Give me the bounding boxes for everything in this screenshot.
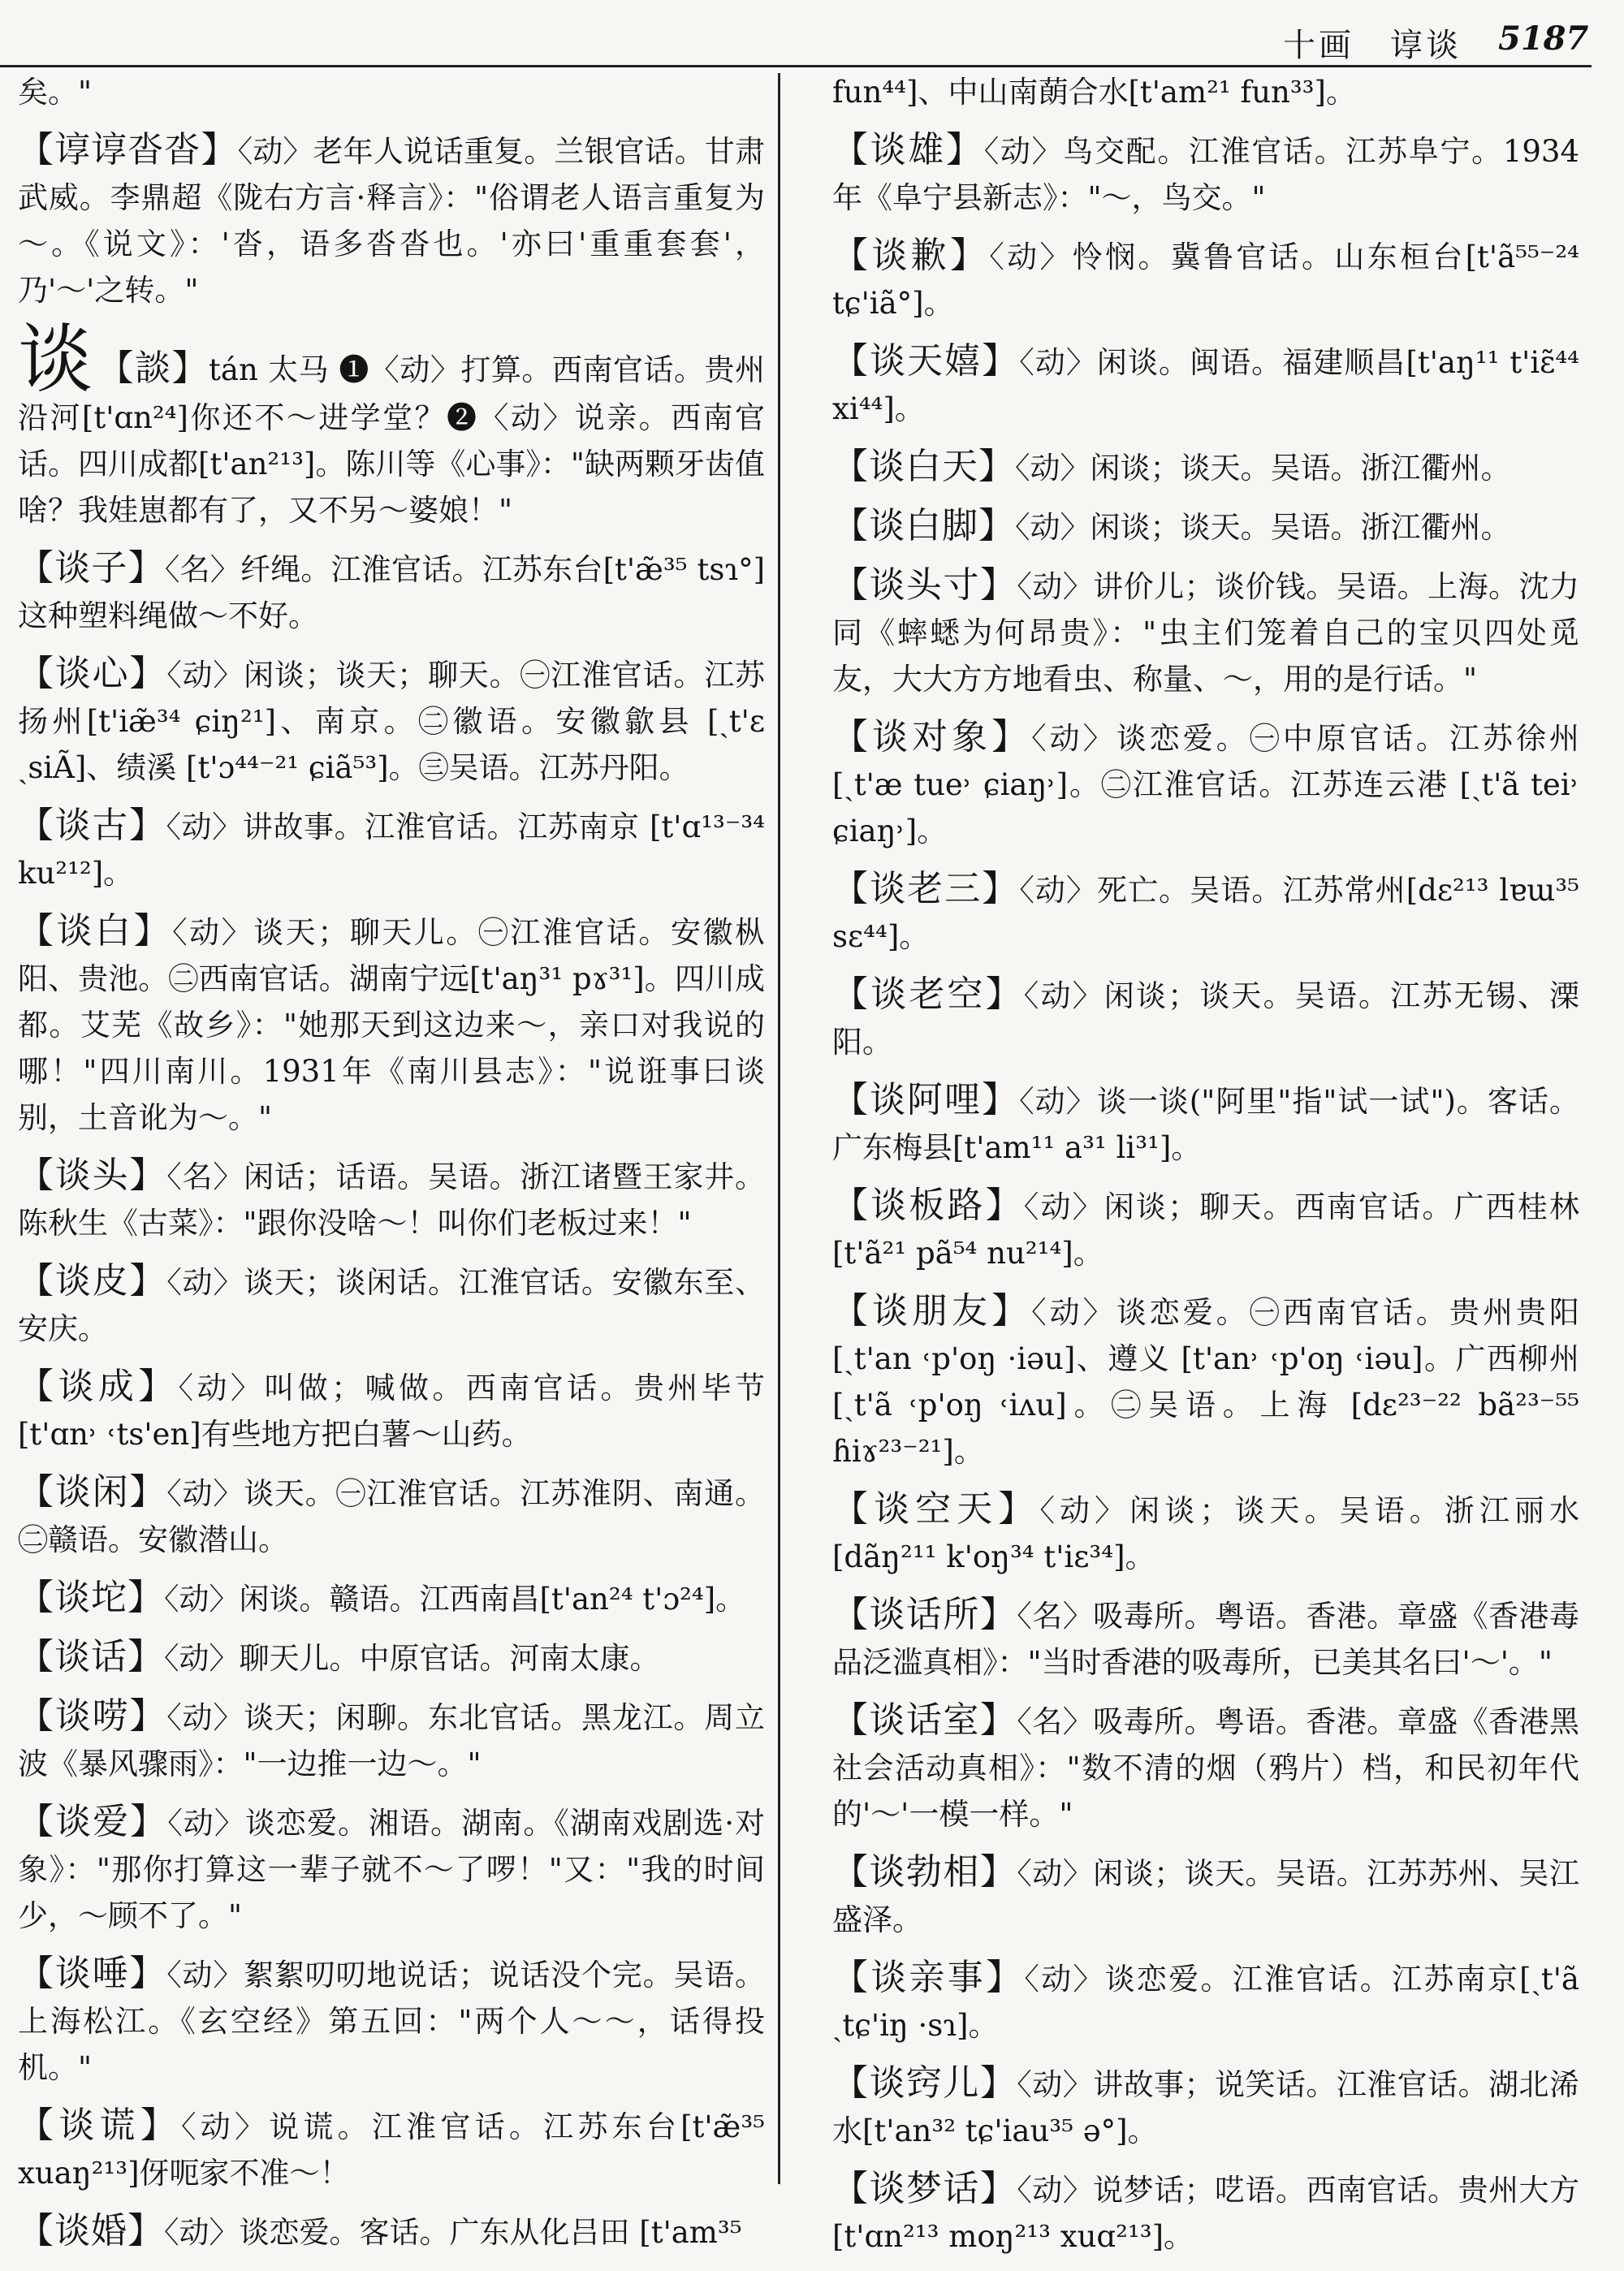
entry-headword: 【谈朋友】: [832, 1290, 1032, 1332]
dictionary-entry: [832, 1486, 1579, 1580]
entry-headword: 【谈话所】: [832, 1594, 1017, 1635]
dictionary-entry: [832, 2165, 1579, 2260]
dictionary-entry: [832, 338, 1579, 432]
entry-headword: 【谈空天】: [832, 1488, 1040, 1530]
dictionary-entry: [18, 1693, 765, 1787]
entry-definition: 〈动〉闲谈；谈天。吴语。浙江衢州。: [1015, 510, 1511, 545]
entry-definition: 〈动〉闲谈。闽语。福建顺昌[t'aŋ¹¹ t'iɛ̃⁴⁴ xi⁴⁴]。: [832, 345, 1579, 426]
dictionary-entry: [18, 2102, 765, 2196]
dictionary-entry: [18, 802, 765, 896]
entry-definition: 〈动〉闲谈；谈天。吴语。浙江衢州。: [1015, 451, 1511, 486]
dictionary-entry: [18, 1798, 765, 1939]
entry-headword: 【谈心】: [18, 653, 167, 694]
entry-headword: 【谈子】: [18, 547, 165, 589]
entry-definition: 〈动〉说梦话；呓语。西南官话。贵州大方[t'ɑn²¹³ moŋ²¹³ xuɑ²¹³]。: [832, 2173, 1580, 2254]
page-header: [0, 0, 1624, 65]
entry-definition: tán 太马 ❶〈动〉打算。西南官话。贵州沿河[t'ɑn²⁴]你还不～进学堂？❷〈动〉说亲。西南官话。四川成都[t'an²¹³]。陈川等《心事》："缺两颗牙齿值啥？我娃崽都有了，又不另～婆娘！": [18, 352, 765, 528]
entry-headword: 【谈成】: [18, 1366, 179, 1407]
entry-definition: 〈动〉老年人说话重复。兰银官话。甘肃武威。李鼎超《陇右方言·释言》："俗谓老人语言重复为～。《说文》：'沓，语多沓沓也。'亦曰'重重套套'，乃'～'之转。": [18, 134, 766, 308]
entry-definition: 〈动〉谈恋爱。㊀西南官话。贵州贵阳[ˏt'an ˓p'oŋ ·iəu]、遵义 [t'an˒ ˓p'oŋ ˓iəu]。广西柳州[ˏt'ã ˓p'oŋ ˓iʌu]。㊁吴语。上海 [dɛ²³⁻²² bã²³⁻⁵⁵ ɦiɤ²³⁻²¹]。: [832, 1295, 1580, 1469]
dictionary-entry: [832, 1288, 1579, 1474]
dictionary-entry: [832, 503, 1579, 550]
entry-headword: 【谈闲】: [18, 1471, 167, 1513]
dictionary-entry: [832, 866, 1579, 960]
continued-text: fun⁴⁴]、中山南蓢合水[t'am²¹ fun³³]。: [832, 75, 1356, 110]
entry-headword: 【谈话室】: [832, 1699, 1017, 1741]
dictionary-entry: [18, 545, 765, 639]
column-divider: [778, 73, 780, 2184]
entry-definition: 〈动〉闲谈；谈天。吴语。江苏无锡、溧阳。: [832, 978, 1580, 1060]
entry-headword: 【谈唠】: [18, 1695, 167, 1737]
dictionary-entry: [18, 127, 765, 313]
entry-headword: 【谈梦话】: [832, 2168, 1017, 2209]
header-rule: [0, 65, 1592, 67]
traditional-form: 【談】: [97, 348, 209, 389]
dictionary-entry: [832, 714, 1579, 854]
entry-definition: 〈动〉闲谈；谈天。吴语。浙江丽水[dãŋ²¹¹ k'oŋ³⁴ t'iɛ³⁴]。: [832, 1493, 1579, 1574]
entry-definition: 〈名〉纤绳。江淮官话。江苏东台[t'æ̃³⁵ tsɿ°]这种塑料绳做～不好。: [18, 552, 766, 633]
dictionary-entry: [18, 1363, 765, 1457]
entry-definition: 〈动〉鸟交配。江淮官话。江苏阜宁。1934年《阜宁县新志》："～，鸟交。": [832, 134, 1579, 215]
entry-definition: 〈动〉聊天儿。中原官话。河南太康。: [164, 1641, 660, 1676]
entry-definition: 〈动〉讲故事。江淮官话。江苏南京 [t'ɑ¹³⁻³⁴ ku²¹²]。: [18, 810, 766, 891]
entry-definition: 〈动〉谈一谈("阿里"指"试一试")。客话。广东梅县[t'am¹¹ a³¹ li³¹]。: [832, 1084, 1580, 1165]
entry-definition: 〈动〉谈恋爱。㊀中原官话。江苏徐州[ˏt'æ tue˒ ɕiaŋ˒]。㊁江淮官话。江苏连云港 [ˏt'ã tei˒ ɕiaŋ˒]。: [832, 721, 1580, 848]
entry-headword: 【谈白】: [18, 910, 173, 952]
entry-headword: 【谈窍儿】: [832, 2062, 1017, 2104]
entry-headword: 【谆谆沓沓】: [18, 129, 238, 171]
dictionary-entry: [832, 1591, 1579, 1686]
dictionary-entry: [832, 2060, 1579, 2154]
entry-headword: 【谈头】: [18, 1155, 167, 1196]
entry-definition: 〈名〉吸毒所。粤语。香港。章盛《香港毒品泛滥真相》："当时香港的吸毒所，已美其名曰'～'。": [832, 1599, 1580, 1680]
entry-definition: 〈动〉讲故事；说笑话。江淮官话。湖北浠水[t'an³² tɕ'iau³⁵ ə°]。: [832, 2067, 1580, 2148]
entry-definition: 〈动〉怜悯。冀鲁官话。山东桓台[t'ã⁵⁵⁻²⁴ tɕ'iã°]。: [832, 240, 1580, 321]
dictionary-entry: [832, 1182, 1579, 1276]
entry-definition: 〈动〉絮絮叨叨地说话；说话没个完。吴语。上海松江。《玄空经》第五回："两个人～～，话得投机。": [18, 1958, 766, 2085]
dictionary-entry: [18, 1634, 765, 1682]
running-title: 十画 谆谈: [1283, 27, 1462, 64]
entry-definition: 〈动〉闲谈；聊天。西南官话。广西桂林[t'ã²¹ pã⁵⁴ nu²¹⁴]。: [832, 1189, 1580, 1271]
entry-headword: 【谈对象】: [832, 716, 1032, 758]
entry-headword: 【谈阿哩】: [832, 1079, 1020, 1120]
dictionary-entry: [832, 562, 1579, 702]
dictionary-entry: [832, 127, 1579, 221]
page-number: 5187: [1498, 19, 1589, 58]
entry-headword: 【谈话】: [18, 1636, 164, 1677]
entry-headword: 【谈白天】: [832, 446, 1015, 487]
entry-headword: 【谈爱】: [18, 1801, 168, 1842]
entry-definition: 〈动〉讲价儿；谈价钱。吴语。上海。沈力同《蟀蟋为何昂贵》："虫主们笼着自己的宝贝四处觅友，大大方方地看虫、称量、～，用的是行话。": [832, 569, 1580, 697]
entry-definition: 〈动〉谈恋爱。湘语。湖南。《湖南戏剧选·对象》："那你打算这一辈子就不～了啰！"又："我的时间少，～顾不了。": [18, 1806, 766, 1933]
head-character: 谈: [18, 316, 93, 403]
entry-definition: 〈动〉闲谈；谈天；聊天。㊀江淮官话。江苏扬州[t'iæ̃³⁴ ɕiŋ²¹]、南京。㊁徽语。安徽歙县 [ˏt'ɛ ˏsiÃ]、绩溪 [t'ɔ⁴⁴⁻²¹ ɕiã⁵³]。㊂吴语。江苏丹阳。: [18, 658, 766, 785]
dictionary-entry: [832, 232, 1579, 326]
dictionary-entry: [18, 1950, 765, 2091]
entry-definition: 〈名〉闲话；话语。吴语。浙江诸暨王家井。陈秋生《古菜》："跟你没啥～！叫你们老板过来！": [18, 1159, 766, 1241]
entry-definition: 〈名〉吸毒所。粤语。香港。章盛《香港黑社会活动真相》："数不清的烟（鸦片）档，和民初年代的'～'一模一样。": [832, 1704, 1580, 1832]
dictionary-entry: [18, 1574, 765, 1622]
entry-headword: 【谈谎】: [18, 2105, 181, 2146]
dictionary-entry: [832, 443, 1579, 491]
entry-definition: 〈动〉谈天；谈闲话。江淮官话。安徽东至、安庆。: [18, 1265, 766, 1346]
entry-headword: 【谈白脚】: [832, 505, 1015, 546]
entry-definition: 〈动〉谈恋爱。客话。广东从化吕田 [t'am³⁵: [164, 2215, 742, 2250]
dictionary-entry: [832, 1954, 1579, 2049]
entry-headword: 【谈天嬉】: [832, 340, 1020, 382]
dictionary-entry: [832, 1849, 1579, 1943]
entry-headword: 【谈老三】: [832, 868, 1020, 909]
entry-headword: 【谈婚】: [18, 2210, 164, 2252]
entry-definition: 〈动〉说谎。江淮官话。江苏东台[t'æ̃³⁵ xuaŋ²¹³]伢呃家不准～！: [18, 2109, 766, 2191]
dictionary-entry: [832, 1697, 1579, 1837]
entry-definition: 〈动〉死亡。吴语。江苏常州[dɛ²¹³ lɐɯ³⁵ sɛ⁴⁴]。: [832, 873, 1579, 954]
entry-headword: 【谈古】: [18, 805, 166, 846]
dictionary-entry: [18, 1469, 765, 1563]
entry-headword: 【谈勃相】: [832, 1851, 1017, 1893]
entry-definition: 〈动〉谈天；聊天儿。㊀江淮官话。安徽枞阳、贵池。㊁西南官话。湖南宁远[t'aŋ³¹ pɤ³¹]。四川成都。艾芜《故乡》："她那天到这边来～，亲口对我说的哪！"四川南川。1931年《南川县志》："说诳事曰谈别，土音讹为～。": [18, 915, 766, 1135]
continued-text: 矣。": [18, 75, 93, 110]
entry-headword: 【谈头寸】: [832, 564, 1017, 606]
entry-definition: 〈动〉闲谈；谈天。吴语。江苏苏州、吴江盛泽。: [832, 1856, 1580, 1937]
dictionary-entry: [832, 971, 1579, 1065]
entry-definition: 〈动〉谈天；闲聊。东北官话。黑龙江。周立波《暴风骤雨》："一边推一边～。": [18, 1700, 766, 1781]
entry-headword: 【谈老空】: [832, 974, 1024, 1015]
right-column: [832, 69, 1579, 2271]
dictionary-entry: [18, 1258, 765, 1352]
dictionary-entry: [18, 1152, 765, 1246]
entry-definition: 〈动〉叫做；喊做。西南官话。贵州毕节[t'ɑn˒ ˓ts'en]有些地方把白薯～山药。: [18, 1371, 766, 1452]
entry-headword: 【谈歉】: [832, 235, 990, 276]
dictionary-entry: [832, 1077, 1579, 1171]
entry-definition: 〈动〉谈天。㊀江淮官话。江苏淮阴、南通。㊁赣语。安徽潜山。: [18, 1476, 766, 1557]
entry-headword: 【谈唾】: [18, 1953, 167, 1994]
head-character-entry: [18, 316, 765, 533]
entry-headword: 【谈皮】: [18, 1260, 167, 1302]
dictionary-entry: [18, 650, 765, 791]
entry-headword: 【谈板路】: [832, 1185, 1024, 1226]
entry-definition: 〈动〉谈恋爱。江淮官话。江苏南京[ˏt'ã ˏtɕ'iŋ ·sɿ]。: [832, 1962, 1579, 2043]
entry-headword: 【谈坨】: [18, 1577, 164, 1618]
left-column: [18, 69, 765, 2267]
dictionary-entry: [18, 908, 765, 1141]
entry-headword: 【谈亲事】: [832, 1957, 1025, 1998]
entry-definition: 〈动〉闲谈。赣语。江西南昌[t'an²⁴ t'ɔ²⁴]。: [164, 1582, 746, 1617]
entry-headword: 【谈雄】: [832, 129, 984, 171]
dictionary-entry: [18, 2208, 765, 2256]
